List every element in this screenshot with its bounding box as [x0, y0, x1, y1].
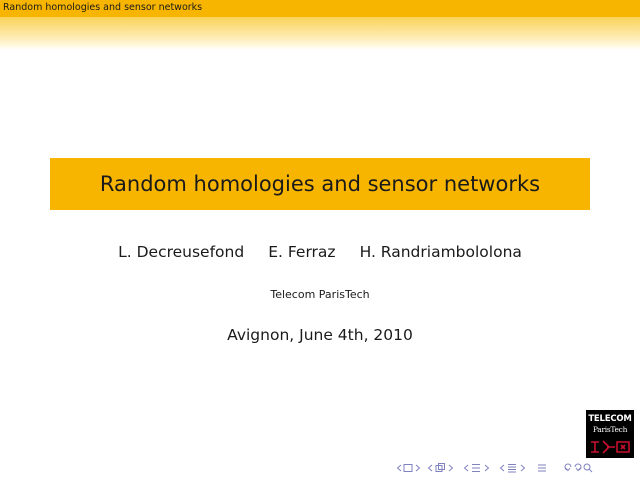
- presentation-date: Avignon, June 4th, 2010: [227, 326, 413, 344]
- author-name: H. Randriambololona: [359, 243, 522, 261]
- author-list: [0, 243, 640, 261]
- headline-fade: [0, 17, 640, 50]
- institute: Telecom ParisTech: [270, 288, 370, 301]
- prev-subsection-icon[interactable]: [429, 465, 433, 471]
- prev-section-icon[interactable]: [465, 465, 469, 471]
- forward-icon[interactable]: [575, 464, 581, 471]
- navigation-symbols: [396, 462, 634, 474]
- presentation-title: Random homologies and sensor networks: [99, 172, 541, 196]
- section-icon[interactable]: [472, 465, 480, 472]
- prev-part-icon[interactable]: [501, 465, 505, 471]
- title-box: [50, 158, 590, 210]
- part-icon[interactable]: [508, 465, 516, 473]
- next-frame-icon[interactable]: [416, 465, 420, 471]
- headline-title: Random homologies and sensor networks: [3, 2, 203, 13]
- logo-line2: ParisTech: [592, 425, 628, 434]
- subsection-icon[interactable]: [436, 464, 445, 472]
- author-name: E. Ferraz: [268, 243, 336, 261]
- author-name: L. Decreusefond: [118, 243, 245, 261]
- back-icon[interactable]: [565, 464, 571, 471]
- telecom-paristech-logo: [586, 410, 634, 458]
- logo-glyph-icon: [589, 439, 631, 455]
- logo-line1: TELECOM: [588, 414, 632, 424]
- frame-icon[interactable]: [404, 465, 412, 472]
- beamer-navigation: [396, 462, 634, 474]
- first-frame-icon[interactable]: [398, 465, 402, 471]
- next-part-icon[interactable]: [521, 465, 525, 471]
- toc-icon[interactable]: [538, 465, 546, 471]
- headline-bar: [0, 0, 640, 17]
- search-icon[interactable]: [584, 464, 592, 472]
- next-subsection-icon[interactable]: [449, 465, 453, 471]
- next-section-icon[interactable]: [485, 465, 489, 471]
